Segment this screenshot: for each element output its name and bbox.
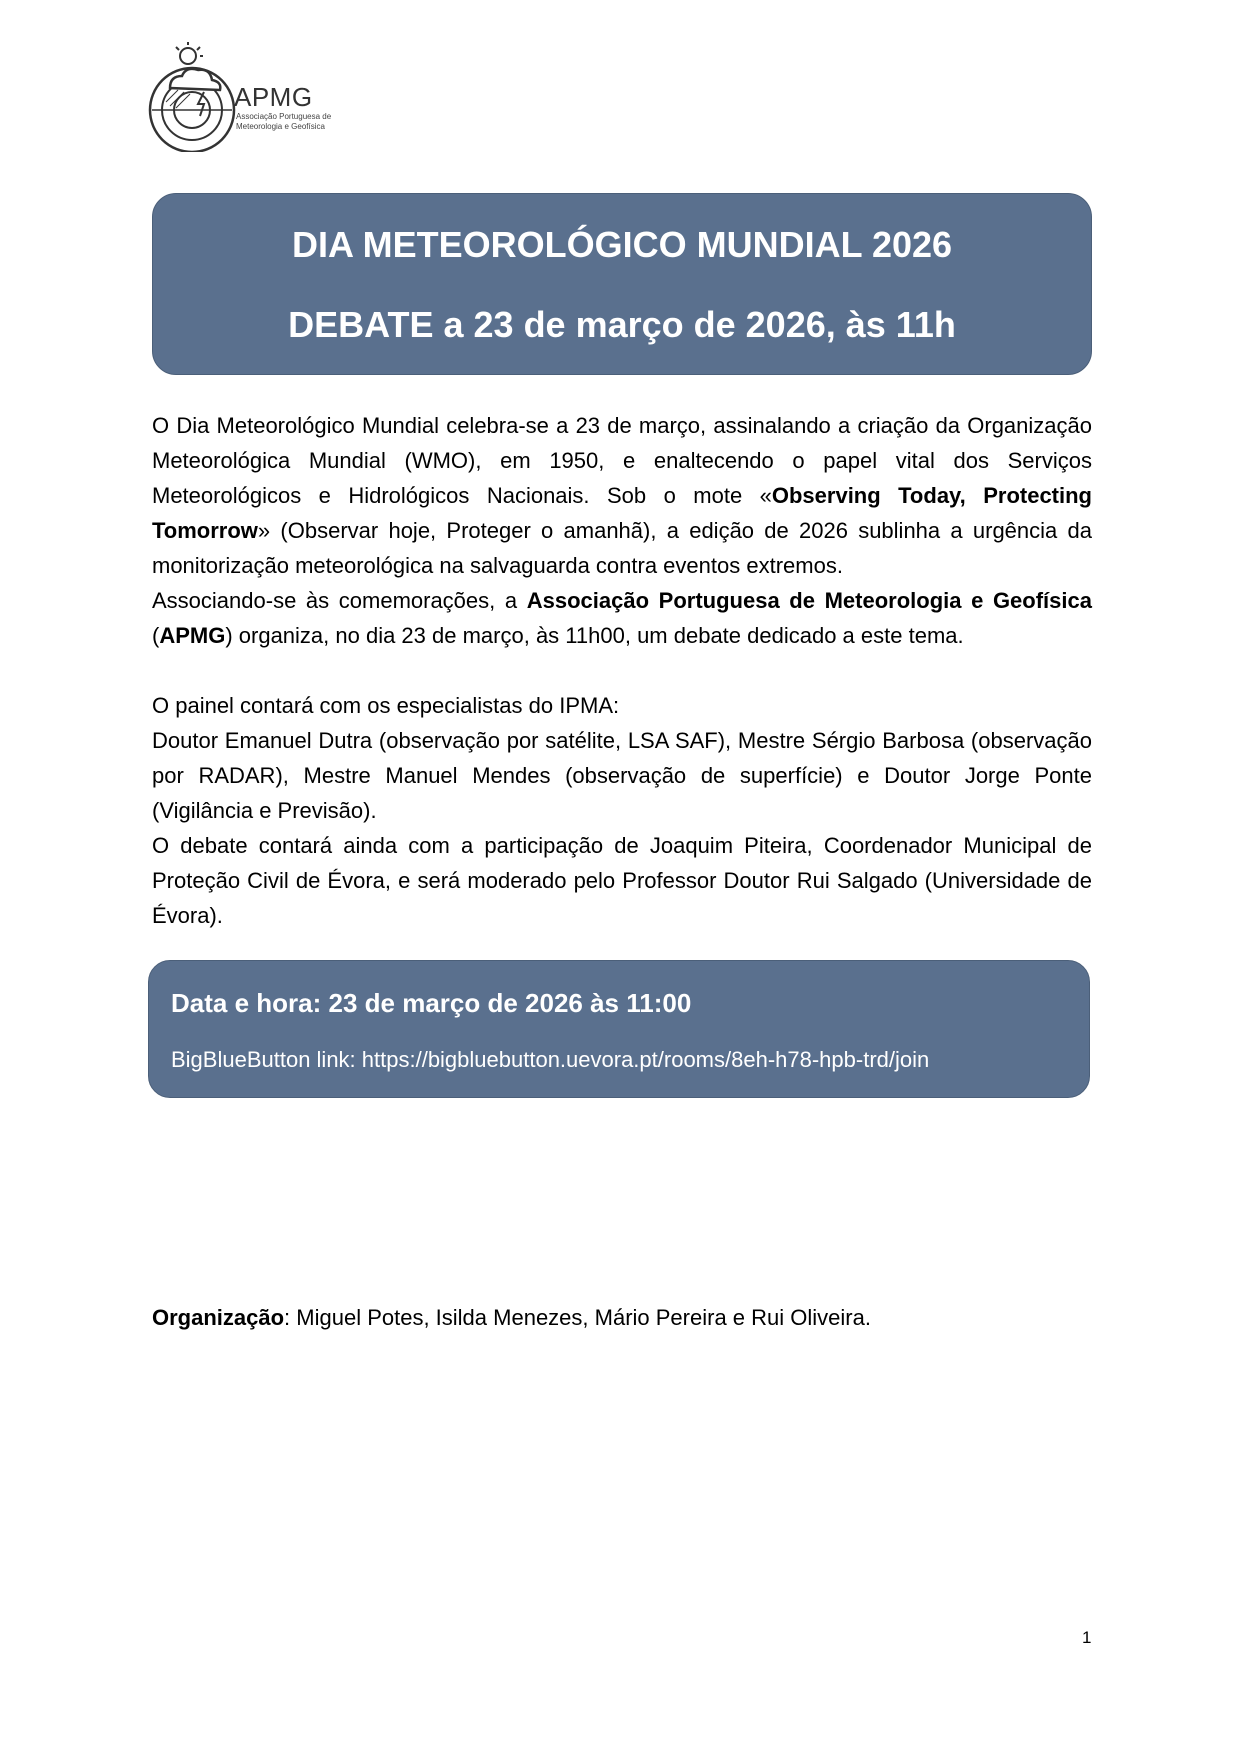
logo-subtitle-line2: Meteorologia e Geofísica — [236, 122, 325, 131]
weather-radar-sun-cloud-icon — [148, 42, 238, 152]
paragraph-gap — [152, 653, 1092, 688]
logo-subtitle-line1: Associação Portuguesa de — [236, 112, 332, 121]
paragraph-panel-intro: O painel contará com os especialistas do IPMA: — [152, 693, 620, 718]
banner-title: DIA METEOROLÓGICO MUNDIAL 2026 — [291, 224, 953, 265]
link-label: BigBlueButton link: — [171, 1047, 362, 1072]
page-number: 1 — [1082, 1628, 1092, 1647]
intro-text-c: » (Observar hoje, Proteger o amanhã), a edição de 2026 sublinha a urgência da monitorização meteorológica na salvaguarda contra eventos extremos. — [152, 518, 1092, 578]
bigbluebutton-link[interactable] — [171, 1047, 929, 1073]
paragraph-intro — [152, 408, 1092, 583]
paragraph-moderation: O debate contará ainda com a participação de Joaquim Piteira, Coordenador Municipal de Proteção Civil de Évora, e será moderado pelo Professor Doutor Rui Salgado (Universidade de Évora). — [152, 833, 1092, 928]
paragraph-organizer — [152, 583, 1092, 653]
event-banner — [152, 193, 1092, 375]
paragraph-panelists: Doutor Emanuel Dutra (observação por satélite, LSA SAF), Mestre Sérgio Barbosa (observação por RADAR), Mestre Manuel Mendes (observação de superfície) e Doutor Jorge Ponte (Vigilância e Previsão). — [152, 728, 1092, 823]
announcement-body — [152, 408, 1092, 933]
banner-subtitle: DEBATE a 23 de março de 2026, às 11h — [288, 304, 956, 345]
organizer-text-e: ) organiza, no dia 23 de março, às 11h00, um debate dedicado a este tema. — [225, 623, 964, 648]
logo-subtitle — [236, 112, 331, 132]
organization-names: : Miguel Potes, Isilda Menezes, Mário Pereira e Rui Oliveira. — [284, 1305, 871, 1330]
organizer-text-a: Associando-se às comemorações, a — [152, 588, 527, 613]
organization-label: Organização — [152, 1305, 285, 1330]
organizer-text-c: ( — [152, 623, 160, 648]
apmg-logo — [148, 42, 348, 162]
theme-motto: Observing Today, Protecting Tomorrow — [152, 483, 1092, 543]
organizer-acronym: APMG — [159, 623, 226, 648]
intro-text-a: O Dia Meteorológico Mundial celebra-se a 23 de março, assinalando a criação da Organização Meteorológica Mundial (WMO), em 1950, e enaltecendo o papel vital dos Serviços Meteorológicos e Hidrológicos Nacionais. Sob o mote « — [152, 413, 1092, 508]
logo-name: APMG — [234, 82, 313, 112]
event-datetime: Data e hora: 23 de março de 2026 às 11:00 — [171, 988, 692, 1018]
event-info-box — [148, 960, 1090, 1098]
link-url[interactable]: https://bigbluebutton.uevora.pt/rooms/8eh-h78-hpb-trd/join — [361, 1047, 930, 1072]
organization-line — [152, 1305, 871, 1331]
organizer-name: Associação Portuguesa de Meteorologia e Geofísica — [526, 588, 1092, 613]
